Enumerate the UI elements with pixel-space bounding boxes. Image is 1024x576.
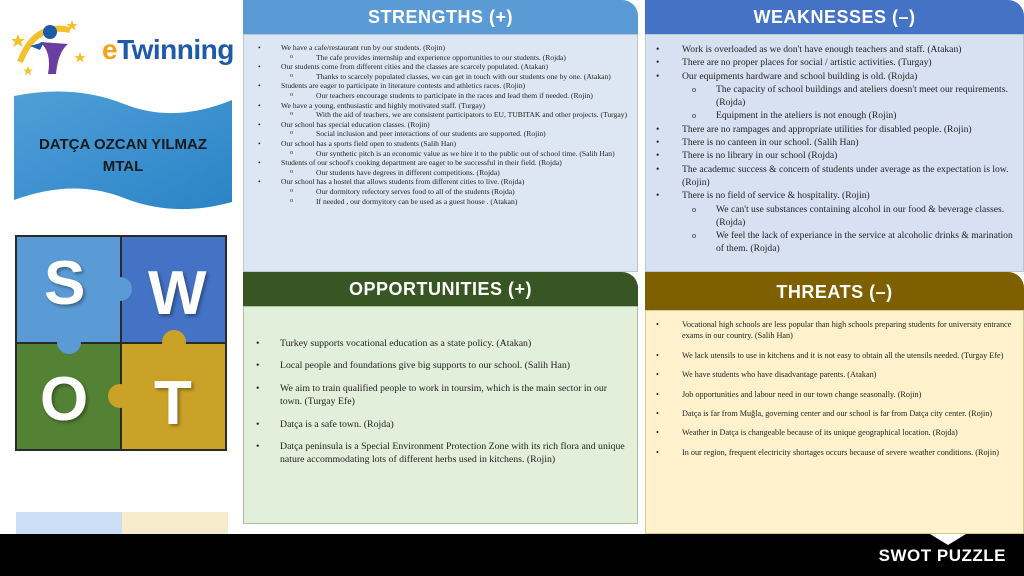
footer-title: SWOT PUZZLE [878, 546, 1006, 565]
strengths-item: • Students of our school's cooking department are eager to be successful in their field. (Rojda) [244, 158, 629, 168]
weaknesses-subitem: o We can't use substances containing alcohol in our food & beverage classes. (Rojda) [646, 203, 1013, 230]
weaknesses-item: • There are no rampages and appropriate utilities for disabled people. (Rojin) [646, 123, 1013, 136]
strengths-subitem: o Our dormitory refectory serves food to all of the students (Rojda) [244, 187, 629, 197]
strengths-item: • Our school has a sports field open to students (Salih Han) [244, 139, 629, 149]
weaknesses-subitem: o Equipment in the ateliers is not enough (Rojin) [646, 109, 1013, 122]
strengths-subitem: o The cafe provides internship and experience opportunities to our students. (Rojda) [244, 53, 629, 63]
opportunities-panel [243, 272, 638, 524]
weaknesses-title: WEAKNESSES (–) [645, 0, 1024, 34]
strengths-item: • We have a young, enthusiastic and highly motivated staff. (Turgay) [244, 101, 629, 111]
puzzle-reflection [16, 512, 228, 534]
footer-notch [930, 534, 966, 545]
threats-list [646, 311, 1023, 466]
opportunities-item: • Local people and foundations give big supports to our school. (Salih Han) [244, 359, 627, 372]
threats-body [645, 310, 1024, 534]
threats-item: • Job opportunities and labour need in our town change seasonally. (Rojin) [646, 389, 1015, 400]
opportunities-body [243, 306, 638, 524]
opportunities-item: • We aim to train qualified people to work in toursim, which is the main sector in our town. (Turgay Efe) [244, 382, 627, 409]
weaknesses-subitem: o We feel the lack of experiance in the service at alcoholic drinks & marination of them. (Rojda) [646, 229, 1013, 256]
school-name: DATÇA OZCAN YILMAZ MTAL [38, 136, 208, 175]
strengths-subitem: o Our synthetic pitch is an economic value as we hire it to the public out of school time. (Salih Han) [244, 149, 629, 159]
strengths-body [243, 34, 638, 272]
swot-puzzle [14, 234, 228, 452]
weaknesses-subitem: o The capacity of school buildings and ateliers doesn't meet our requirements. (Rojda) [646, 83, 1013, 110]
strengths-subitem: o Our students have degrees in different competitions. (Rojda) [244, 168, 629, 178]
strengths-item: • Our school has a hostel that allows students from different cities to live. (Rojda) [244, 177, 629, 187]
threats-title: THREATS (–) [645, 272, 1024, 310]
strengths-item: • Students are eager to participate in literature contests and athletics races. (Rojin) [244, 81, 629, 91]
threats-item: • We have students who have disadvantage parents. (Atakan) [646, 369, 1015, 380]
weaknesses-list [646, 35, 1023, 256]
strengths-subitem: o With the aid of teachers, we are consistent participators to EU, TUBITAK and other projects. (Turgay) [244, 110, 629, 120]
footer-bar [0, 534, 1024, 576]
weaknesses-item: • There are no proper places for social / artistic activities. (Turgay) [646, 56, 1013, 69]
threats-item: • Vocational high schools are less popular than high schools preparing students for university entrance exams in our country. (Salih Han) [646, 319, 1015, 342]
strengths-subitem: o Our teachers encourage students to participate in the races and lead them if needed. (Rojin) [244, 91, 629, 101]
opportunities-item: • Datça peninsula is a Special Environment Protection Zone with its rich flora and unique nature accommodating lots of different herbs used in kitchens. (Rojin) [244, 440, 627, 467]
strengths-item: • Our students come from different cities and the classes are scarcely populated. (Atakan) [244, 62, 629, 72]
strengths-item: • Our school has special education classes. (Rojin) [244, 120, 629, 130]
strengths-panel [243, 0, 638, 272]
puzzle-letter-o: O [40, 365, 89, 434]
opportunities-item: • Datça is a safe town. (Rojda) [244, 418, 627, 431]
weaknesses-item: • There is no field of service & hospitality. (Rojin) [646, 189, 1013, 202]
opportunities-list [244, 307, 637, 476]
etwinning-figure-icon [10, 12, 100, 82]
weaknesses-item: • There is no library in our school (Rojda) [646, 149, 1013, 162]
strengths-item: • We have a cafe/restaurant run by our students. (Rojin) [244, 43, 629, 53]
weaknesses-panel [645, 0, 1024, 272]
strengths-subitem: o Thanks to scarcely populated classes, we can get in touch with our students one by one. (Atakan) [244, 72, 629, 82]
weaknesses-item: • There is no canteen in our school. (Salih Han) [646, 136, 1013, 149]
strengths-subitem: o Social inclusion and peer interactions of our students are supported. (Rojin) [244, 129, 629, 139]
puzzle-letter-w: W [148, 259, 207, 328]
opportunities-title: OPPORTUNITIES (+) [243, 272, 638, 306]
strengths-title: STRENGTHS (+) [243, 0, 638, 34]
threats-item: • Datça is far from Muğla, governing center and our school is far from Datça city center. (Rojin) [646, 408, 1015, 419]
threats-item: • In our region, frequent electricity shortages occurs because of severe weather conditions. (Rojin) [646, 447, 1015, 458]
puzzle-letter-s: S [44, 249, 86, 318]
weaknesses-item: • Work is overloaded as we don't have enough teachers and staff. (Atakan) [646, 43, 1013, 56]
strengths-list [244, 35, 637, 206]
opportunities-item: • Turkey supports vocational education as a state policy. (Atakan) [244, 337, 627, 350]
threats-panel [645, 272, 1024, 534]
etwinning-logo [10, 12, 238, 82]
weaknesses-body [645, 34, 1024, 272]
etwinning-wordmark: eTwinning [102, 34, 234, 65]
strengths-subitem: o If needed , our dormyitory can be used as a guest house . (Atakan) [244, 197, 629, 207]
weaknesses-item: • The academıc success & concern of students under average as the expectation is low. (Rojin) [646, 163, 1013, 190]
threats-item: • We lack utensils to use in kitchens and it is not easy to obtain all the utensils needed. (Turgay Efe) [646, 350, 1015, 361]
weaknesses-item: • Our equipments hardware and school building is old. (Rojda) [646, 70, 1013, 83]
puzzle-letter-t: T [154, 369, 192, 438]
threats-item: • Weather in Datça is changeable because of its unique geographical location. (Rojda) [646, 427, 1015, 438]
